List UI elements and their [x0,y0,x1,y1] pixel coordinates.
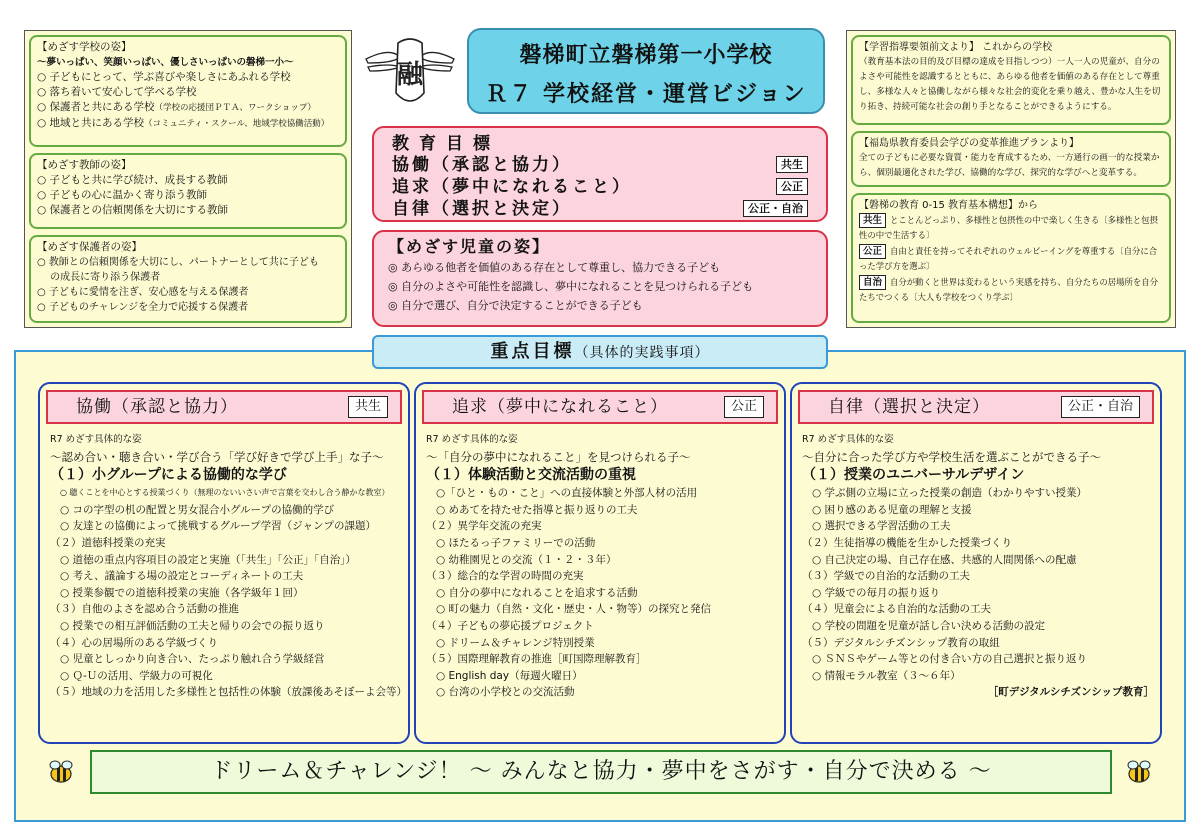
column-line: ○ 聴くことを中心とする授業づくり（無理のないいさい声で言葉を交わし合う静かな教室） [60,488,390,498]
parent-aims-box [29,235,347,323]
school-aims-box [29,35,347,147]
bandai-item-2: 公正 自由と責任を持ってそれぞれのウェルビーイングを尊重する〔自分に合った学び方を選ぶ〕 [859,246,1158,271]
column-line: ○ 情報モラル教室（３～６年） [812,669,961,682]
svg-text:融: 融 [396,60,424,90]
guideline-heading: 【学習指導要領前文より】 これからの学校 [859,42,1053,53]
column-jiritsu-body [802,432,1154,701]
column-kyodo-body [50,432,407,701]
column-note: R7 めざす具体的な姿 [802,434,894,445]
bee-icon [1124,758,1154,784]
column-line: （２）異学年交流の充実 [426,520,542,533]
column-line: ○ 児童としっかり向き合い、たっぷり触れ合う学級経営 [60,653,325,666]
school-aim-1: ○ 子どもにとって、学ぶ喜びや楽しさにあふれる学校 [37,71,291,83]
right-reference-panel [846,30,1176,328]
slogan-banner: ドリーム＆チャレンジ！ ～ みんなと協力・夢中をさがす・自分で決める ～ [90,750,1112,794]
guideline-box [851,35,1171,125]
column-lead: ～認め合い・聴き合い・学び合う「学び好きで学び上手」な子～ [50,449,384,464]
column-tsuikyu-body [426,432,778,701]
column-jiritsu-title: 自律（選択と決定） 公正・自治 [798,390,1154,424]
column-line: ○ 友達との協働によって挑戦するグループ学習（ジャンプの課題） [60,520,376,533]
column-note: R7 めざす具体的な姿 [50,434,142,445]
school-aim-4: ○ 地域と共にある学校（コミュニティ・スクール、地域学校協働活動） [37,117,330,129]
column-line: （５）デジタルシチズンシップ教育の取組 [802,636,1000,649]
column-line: ○ コの字型の机の配置と男女混合小グループの協働的学び [60,503,335,516]
teacher-aim-1: ○ 子どもと共に学び続け、成長する教師 [37,174,228,186]
fukushima-box [851,131,1171,187]
goal-3-tag: 公正・自治 [743,200,808,217]
teacher-aim-3: ○ 保護者との信頼関係を大切にする教師 [37,204,228,216]
column-kyodo-tag: 共生 [348,396,388,418]
tag-jichi: 自治 [859,275,886,290]
column-line: ○ 考え、議論する場の設定とコーディネートの工夫 [60,570,304,583]
ideal-child-box [372,230,828,327]
bandai-box [851,193,1171,323]
school-motto: ～夢いっぱい、笑顔いっぱい、優しさいっぱいの磐梯一小～ [37,57,294,68]
fukushima-heading: 【福島県教育委員会学びの変革推進プランより】 [859,138,1079,149]
column-line: （１）授業のユニバーサルデザイン [802,467,1025,484]
column-line: ○ 台湾の小学校との交流活動 [436,686,575,699]
parent-aim-1-cont: の成長に寄り添う保護者 [37,272,161,283]
column-kyodo-title: 協働（承認と協力） 共生 [46,390,402,424]
ideal-child-1: ◎ あらゆる他者を価値のある存在として尊重し、協力できる子ども [388,261,721,274]
column-line: （２）生徒指導の機能を生かした授業づくり [802,536,1012,549]
focus-title: 重点目標（具体的実践事項） [372,335,828,369]
column-line: （３）総合的な学習の時間の充実 [426,570,584,583]
column-line: ○ 学ぶ側の立場に立った授業の創造（わかりやすい授業） [812,487,1087,500]
school-aims-heading: 【めざす学校の姿】 [37,41,132,53]
school-aim-3: ○ 保護者と共にある学校（学校の応援団ＰＴＡ、ワークショップ） [37,101,316,113]
goal-1: 協働（承認と協力） 共生 [392,154,808,176]
bandai-heading: 【磐梯の教育 0-15 教育基本構想】から [859,200,1039,211]
column-jiritsu-tag: 公正・自治 [1061,396,1140,418]
column-line: （３）学級での自治的な活動の工夫 [802,570,970,583]
column-line: ［町デジタルシチズンシップ教育］ [987,686,1154,699]
parent-aim-2: ○ 子どもに愛情を注ぎ、安心感を与える保護者 [37,287,249,298]
goal-3: 自律（選択と決定） 公正・自治 [392,198,808,220]
column-line: ○ 幼稚園児との交流（１・２・３年） [436,553,617,566]
column-kyodo [38,382,410,744]
parent-aim-1: ○ 教師との信頼関係を大切にし、パートナーとして共に子ども [37,257,319,268]
column-line: ○ English day（毎週火曜日） [436,669,583,682]
column-jiritsu [790,382,1162,744]
title-banner [467,28,825,114]
ideal-child-title: 【めざす児童の姿】 [388,237,551,256]
column-tsuikyu-title: 追求（夢中になれること） 公正 [422,390,778,424]
column-line: （３）自他のよさを認め合う活動の推進 [50,603,239,616]
column-line: ○ 自分の夢中になれることを追求する活動 [436,586,638,599]
goal-2-tag: 公正 [776,178,808,195]
column-line: ○ ほたるっ子ファミリーでの活動 [436,536,596,549]
column-line: （５）国際理解教育の推進［町国際理解教育］ [426,653,647,666]
column-line: ○「ひと・もの・こと」への直接体験と外部人材の活用 [436,487,698,500]
school-name: 磐梯町立磐梯第一小学校 [519,42,773,68]
tag-kosei: 公正 [859,244,886,259]
column-lead: ～自分に合った学び方や学校生活を選ぶことができる子～ [802,449,1101,464]
column-line: （４）心の居場所のある学級づくり [50,636,218,649]
column-line: （１）体験活動と交流活動の重視 [426,467,636,484]
column-line: ○ Ｑ-Ｕの活用、学級力の可視化 [60,669,213,682]
school-aim-2: ○ 落ち着いて安心して学べる学校 [37,86,197,98]
bee-icon [46,758,76,784]
column-line: ○ 町の魅力（自然・文化・歴史・人・物等）の探究と発信 [436,603,711,616]
column-line: （５）地域の力を活用した多様性と包括性の体験（放課後あそぼーよ会等） [50,686,407,699]
guideline-text: （教育基本法の目的及び目標の達成を目指しつつ）一人一人の児童が、自分のよさや可能性を認識するとともに、あらゆる他者を価値のある存在として尊重し、多様な人々と協働しながら様々な社会的変化を乗り越え、豊かな人生を切り拓き、持続可能な社会の創り手となることができるようにする。 [859,57,1161,112]
educational-goals-box [372,126,828,222]
column-line: ○ 授業での相互評価活動の工夫と帰りの会での振り返り [60,619,325,632]
column-line: ○ ドリーム＆チャレンジ特別授業 [436,636,595,649]
bandai-item-1: 共生 とことんどっぷり、多様性と包摂性の中で楽しく生きる〔多様性と包摂性の中で生活する〕 [859,215,1158,240]
column-line: （１）小グループによる協働的な学び [50,467,287,484]
parent-aims-heading: 【めざす保護者の姿】 [37,241,142,253]
goal-1-tag: 共生 [776,156,808,173]
vision-title: Ｒ７ 学校経営・運営ビジョン [485,81,807,107]
column-line: （２）道徳科授業の充実 [50,536,166,549]
column-line: ○ めあてを持たせた指導と振り返りの工夫 [436,503,638,516]
parent-aim-3: ○ 子どものチャレンジを全力で応援する保護者 [37,302,249,313]
left-aims-panel [24,30,352,328]
tag-kyosei: 共生 [859,213,886,228]
column-note: R7 めざす具体的な姿 [426,434,518,445]
bandai-item-3: 自治 自分が動くと世界は変わるという実感を持ち、自分たちの居場所を自分たちでつくる〔大人も学校をつくり学ぶ〕 [859,277,1159,302]
goal-2: 追求（夢中になれること） 公正 [392,176,808,198]
column-line: ○ 困り感のある児童の理解と支援 [812,503,972,516]
column-line: （４）児童会による自治的な活動の工夫 [802,603,991,616]
column-tsuikyu [414,382,786,744]
column-tsuikyu-tag: 公正 [724,396,764,418]
column-line: ○ 授業参観での道徳科授業の実施（各学級年１回） [60,586,304,599]
goals-title: 教育目標 [392,134,500,154]
column-lead: ～「自分の夢中になれること」を見つけられる子～ [426,449,691,464]
column-line: ○ 学級での毎月の振り返り [812,586,940,599]
column-line: （４）子どもの夢応援プロジェクト [426,619,594,632]
column-line: ○ 道徳の重点内容項目の設定と実施（「共生」「公正」「自治」） [60,553,356,566]
ideal-child-3: ◎ 自分で選び、自分で決定することができる子ども [388,299,643,312]
ideal-child-2: ◎ 自分のよさや可能性を認識し、夢中になれることを見つけられる子ども [388,280,754,293]
column-line: ○ 自己決定の場、自己存在感、共感的人間関係への配慮 [812,553,1077,566]
teacher-aims-heading: 【めざす教師の姿】 [37,159,132,171]
teacher-aim-2: ○ 子どもの心に温かく寄り添う教師 [37,189,207,201]
fukushima-text: 全ての子どもに必要な資質・能力を育成するため、一方通行の画一的な授業から、個別最適化された学び、協働的な学び、探究的な学びへと変革する。 [859,153,1160,178]
column-line: ○ 学校の問題を児童が話し合い決める活動の設定 [812,619,1045,632]
column-line: ○ ＳＮＳやゲーム等との付き合い方の自己選択と振り返り [812,653,1087,666]
column-line: ○ 選択できる学習活動の工夫 [812,520,951,533]
teacher-aims-box [29,153,347,229]
school-emblem [360,33,460,113]
